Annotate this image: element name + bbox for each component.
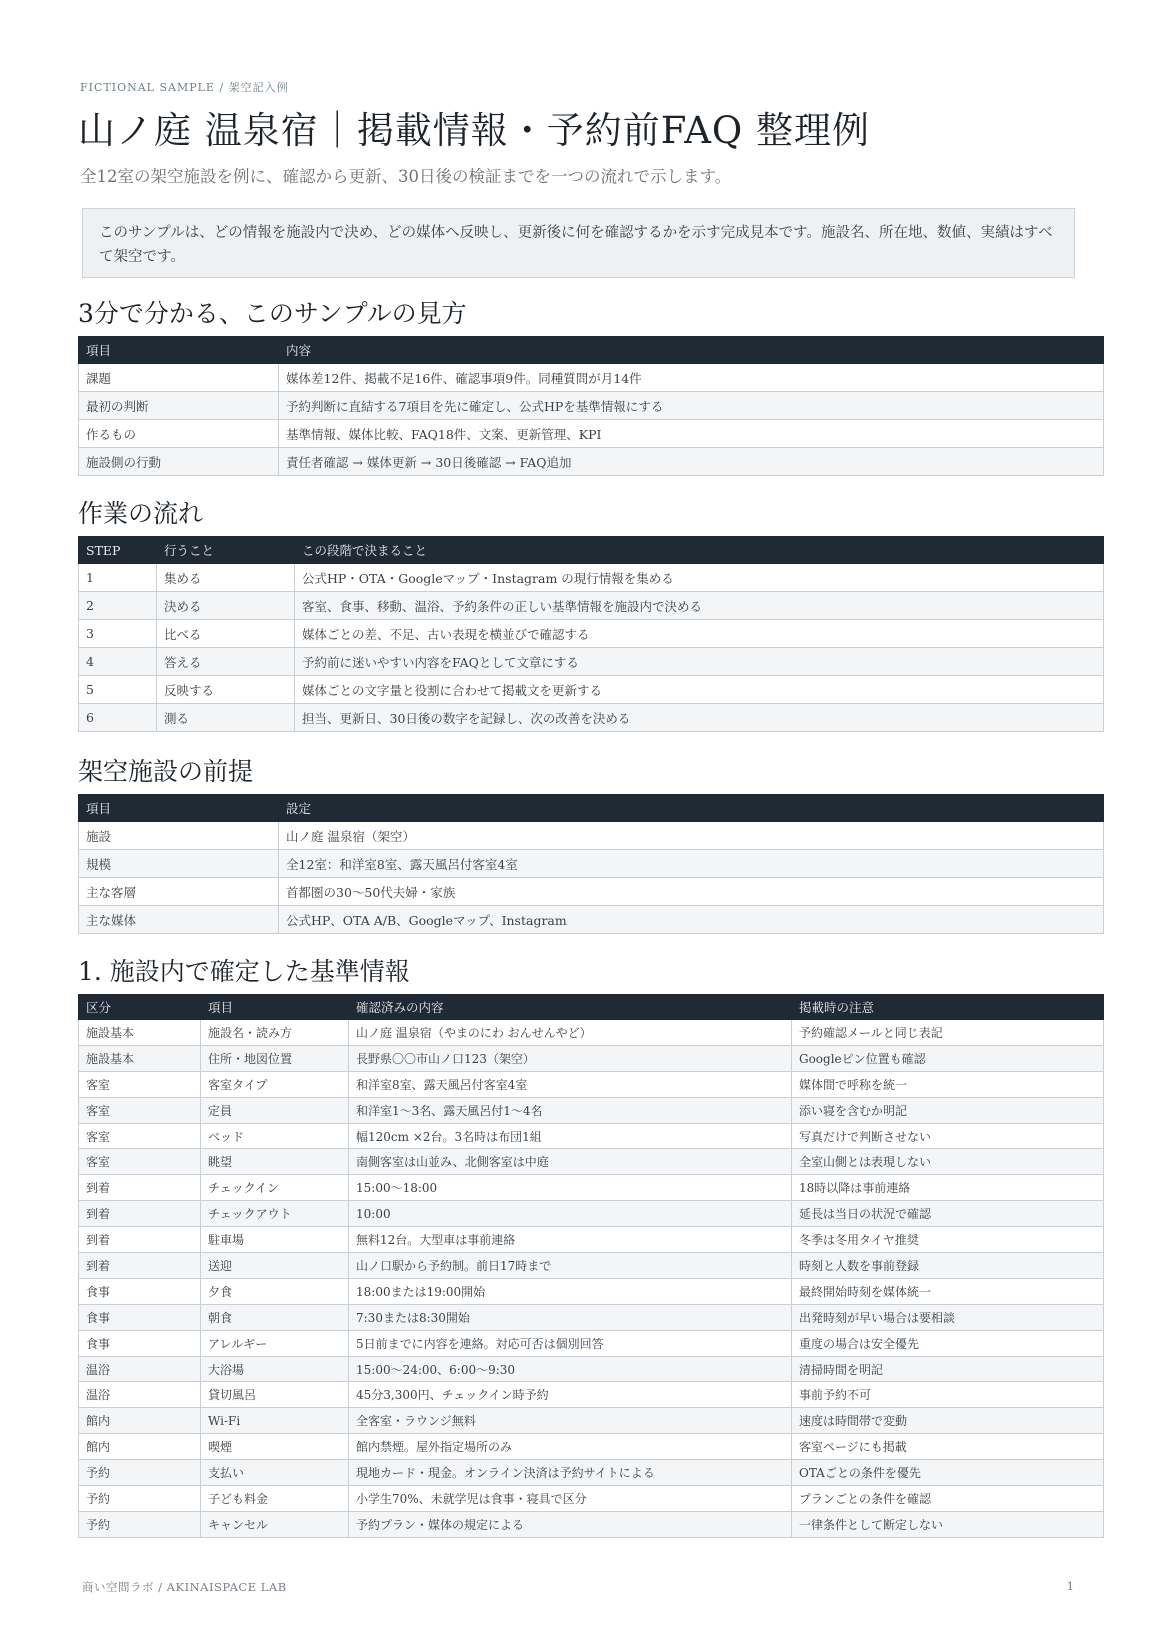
table-cell: 食事	[79, 1278, 201, 1304]
table-cell: 18:00または19:00開始	[349, 1278, 792, 1304]
table-cell: 媒体ごとの文字量と役割に合わせて掲載文を更新する	[295, 676, 1104, 704]
table-cell: 客室	[79, 1149, 201, 1175]
table-row	[79, 648, 1104, 676]
table-cell: 眺望	[201, 1149, 349, 1175]
table-cell: 媒体間で呼称を統一	[792, 1071, 1104, 1097]
table-header-row	[79, 537, 1104, 564]
table-cell: 食事	[79, 1304, 201, 1330]
table-cell: 予約プラン・媒体の規定による	[349, 1511, 792, 1537]
table-cell: 最終開始時刻を媒体統一	[792, 1278, 1104, 1304]
table-cell: 事前予約不可	[792, 1382, 1104, 1408]
base-info-table	[78, 994, 1104, 1538]
table-cell: 媒体差12件、掲載不足16件、確認事項9件。同種質問が月14件	[279, 364, 1104, 392]
table-cell: 館内禁煙。屋外指定場所のみ	[349, 1434, 792, 1460]
table-cell: 到着	[79, 1227, 201, 1253]
table-row	[79, 1382, 1104, 1408]
table-cell: 主な媒体	[79, 906, 279, 934]
table-cell: 山ノ庭 温泉宿（架空）	[279, 822, 1104, 850]
table-row	[79, 704, 1104, 732]
premise-table	[78, 794, 1104, 934]
table-cell: キャンセル	[201, 1511, 349, 1537]
table-cell: 速度は時間帯で変動	[792, 1408, 1104, 1434]
table-row	[79, 1045, 1104, 1071]
table-row	[79, 1097, 1104, 1123]
table-cell: Wi-Fi	[201, 1408, 349, 1434]
column-header: 項目	[79, 337, 279, 364]
footer-brand: 商い空間ラボ / AKINAISPACE LAB	[82, 1580, 287, 1594]
table-cell: チェックイン	[201, 1175, 349, 1201]
table-cell: 時刻と人数を事前登録	[792, 1253, 1104, 1279]
table-cell: 4	[79, 648, 157, 676]
table-cell: 幅120cm ×2台。3名時は布団1組	[349, 1123, 792, 1149]
table-cell: 冬季は冬用タイヤ推奨	[792, 1227, 1104, 1253]
table-cell: 南側客室は山並み、北側客室は中庭	[349, 1149, 792, 1175]
table-cell: 5日前までに内容を連絡。対応可否は個別回答	[349, 1330, 792, 1356]
table-cell: 客室	[79, 1123, 201, 1149]
table-cell: 全室山側とは表現しない	[792, 1149, 1104, 1175]
table-cell: 現地カード・現金。オンライン決済は予約サイトによる	[349, 1460, 792, 1486]
table-cell: 全客室・ラウンジ無料	[349, 1408, 792, 1434]
table-cell: 温浴	[79, 1356, 201, 1382]
table-cell: 館内	[79, 1408, 201, 1434]
table-cell: 客室、食事、移動、温浴、予約条件の正しい基準情報を施設内で決める	[295, 592, 1104, 620]
table-row	[79, 1253, 1104, 1279]
column-header: STEP	[79, 537, 157, 564]
table-row	[79, 592, 1104, 620]
table-cell: 予約前に迷いやすい内容をFAQとして文章にする	[295, 648, 1104, 676]
section-heading-overview: 3分で分かる、このサンプルの見方	[78, 299, 467, 328]
table-row	[79, 676, 1104, 704]
table-cell: 施設名・読み方	[201, 1020, 349, 1046]
column-header: 項目	[201, 995, 349, 1020]
column-header: 掲載時の注意	[792, 995, 1104, 1020]
table-row	[79, 620, 1104, 648]
column-header: 確認済みの内容	[349, 995, 792, 1020]
table-cell: 客室タイプ	[201, 1071, 349, 1097]
table-cell: 3	[79, 620, 157, 648]
column-header: 内容	[279, 337, 1104, 364]
table-cell: 全12室：和洋室8室、露天風呂付客室4室	[279, 850, 1104, 878]
table-cell: 客室	[79, 1097, 201, 1123]
table-cell: 一律条件として断定しない	[792, 1511, 1104, 1537]
table-cell: 反映する	[157, 676, 295, 704]
table-cell: 客室ページにも掲載	[792, 1434, 1104, 1460]
table-cell: 喫煙	[201, 1434, 349, 1460]
column-header: この段階で決まること	[295, 537, 1104, 564]
table-cell: 媒体ごとの差、不足、古い表現を横並びで確認する	[295, 620, 1104, 648]
table-row	[79, 564, 1104, 592]
table-cell: 温浴	[79, 1382, 201, 1408]
table-row	[79, 1511, 1104, 1537]
table-cell: 清掃時間を明記	[792, 1356, 1104, 1382]
table-row	[79, 1408, 1104, 1434]
table-cell: 1	[79, 564, 157, 592]
table-row	[79, 850, 1104, 878]
table-row	[79, 822, 1104, 850]
page-number: 1	[1066, 1579, 1074, 1593]
table-cell: 公式HP、OTA A/B、Googleマップ、Instagram	[279, 906, 1104, 934]
table-cell: 定員	[201, 1097, 349, 1123]
table-cell: 施設基本	[79, 1045, 201, 1071]
table-cell: 住所・地図位置	[201, 1045, 349, 1071]
table-cell: 館内	[79, 1434, 201, 1460]
section-heading-workflow: 作業の流れ	[78, 499, 204, 528]
table-cell: 基準情報、媒体比較、FAQ18件、文案、更新管理、KPI	[279, 420, 1104, 448]
table-row	[79, 878, 1104, 906]
table-cell: 無料12台。大型車は事前連絡	[349, 1227, 792, 1253]
table-cell: 延長は当日の状況で確認	[792, 1201, 1104, 1227]
column-header: 行うこと	[157, 537, 295, 564]
table-row	[79, 364, 1104, 392]
workflow-table	[78, 536, 1104, 732]
table-cell: 5	[79, 676, 157, 704]
table-row	[79, 1486, 1104, 1512]
column-header: 設定	[279, 795, 1104, 822]
table-row	[79, 1201, 1104, 1227]
column-header: 項目	[79, 795, 279, 822]
table-cell: 大浴場	[201, 1356, 349, 1382]
table-cell: 和洋室1〜3名、露天風呂付1〜4名	[349, 1097, 792, 1123]
table-cell: 夕食	[201, 1278, 349, 1304]
section-heading-premise: 架空施設の前提	[78, 757, 254, 786]
table-cell: 予約	[79, 1486, 201, 1512]
table-cell: Googleピン位置も確認	[792, 1045, 1104, 1071]
table-cell: 長野県〇〇市山ノ口123（架空）	[349, 1045, 792, 1071]
table-header-row	[79, 995, 1104, 1020]
table-cell: 朝食	[201, 1304, 349, 1330]
page-subtitle: 全12室の架空施設を例に、確認から更新、30日後の検証までを一つの流れで示します。	[80, 167, 732, 186]
table-cell: 添い寝を含むか明記	[792, 1097, 1104, 1123]
table-row	[79, 420, 1104, 448]
table-cell: チェックアウト	[201, 1201, 349, 1227]
table-cell: 山ノ口駅から予約制。前日17時まで	[349, 1253, 792, 1279]
table-cell: 2	[79, 592, 157, 620]
table-header-row	[79, 795, 1104, 822]
table-cell: 施設基本	[79, 1020, 201, 1046]
table-cell: 予約確認メールと同じ表記	[792, 1020, 1104, 1046]
table-cell: 主な客層	[79, 878, 279, 906]
table-cell: 食事	[79, 1330, 201, 1356]
table-cell: 集める	[157, 564, 295, 592]
table-cell: 測る	[157, 704, 295, 732]
table-row	[79, 392, 1104, 420]
table-cell: 和洋室8室、露天風呂付客室4室	[349, 1071, 792, 1097]
disclaimer-note: このサンプルは、どの情報を施設内で決め、どの媒体へ反映し、更新後に何を確認するかを示す完成見本です。施設名、所在地、数値、実績はすべて架空です。	[82, 208, 1075, 278]
column-header: 区分	[79, 995, 201, 1020]
table-row	[79, 1330, 1104, 1356]
table-row	[79, 1123, 1104, 1149]
table-row	[79, 1020, 1104, 1046]
overview-table	[78, 336, 1104, 476]
table-cell: ベッド	[201, 1123, 349, 1149]
table-cell: 支払い	[201, 1460, 349, 1486]
table-cell: 首都圏の30〜50代夫婦・家族	[279, 878, 1104, 906]
table-cell: 15:00〜18:00	[349, 1175, 792, 1201]
table-row	[79, 1356, 1104, 1382]
eyebrow-label: FICTIONAL SAMPLE / 架空記入例	[80, 81, 289, 94]
table-row	[79, 1434, 1104, 1460]
table-cell: 15:00〜24:00、6:00〜9:30	[349, 1356, 792, 1382]
table-cell: 出発時刻が早い場合は要相談	[792, 1304, 1104, 1330]
table-cell: 担当、更新日、30日後の数字を記録し、次の改善を決める	[295, 704, 1104, 732]
table-row	[79, 1460, 1104, 1486]
table-row	[79, 1175, 1104, 1201]
table-cell: 写真だけで判断させない	[792, 1123, 1104, 1149]
table-cell: 施設	[79, 822, 279, 850]
table-cell: 作るもの	[79, 420, 279, 448]
table-cell: 45分3,300円、チェックイン時予約	[349, 1382, 792, 1408]
table-cell: 予約	[79, 1511, 201, 1537]
table-cell: 6	[79, 704, 157, 732]
table-cell: 施設側の行動	[79, 448, 279, 476]
table-cell: 到着	[79, 1201, 201, 1227]
table-cell: 課題	[79, 364, 279, 392]
table-row	[79, 906, 1104, 934]
table-cell: 重度の場合は安全優先	[792, 1330, 1104, 1356]
table-cell: 予約	[79, 1460, 201, 1486]
table-cell: 10:00	[349, 1201, 792, 1227]
page-title: 山ノ庭 温泉宿｜掲載情報・予約前FAQ 整理例	[78, 109, 871, 152]
table-cell: 送迎	[201, 1253, 349, 1279]
table-cell: 最初の判断	[79, 392, 279, 420]
table-cell: 子ども料金	[201, 1486, 349, 1512]
section-heading-base-info: 1. 施設内で確定した基準情報	[78, 957, 410, 986]
table-row	[79, 1304, 1104, 1330]
table-cell: 山ノ庭 温泉宿（やまのにわ おんせんやど）	[349, 1020, 792, 1046]
table-row	[79, 1149, 1104, 1175]
table-row	[79, 1278, 1104, 1304]
table-cell: 予約判断に直結する7項目を先に確定し、公式HPを基準情報にする	[279, 392, 1104, 420]
table-cell: 貸切風呂	[201, 1382, 349, 1408]
table-cell: 小学生70%、未就学児は食事・寝具で区分	[349, 1486, 792, 1512]
table-cell: 公式HP・OTA・Googleマップ・Instagram の現行情報を集める	[295, 564, 1104, 592]
table-cell: 駐車場	[201, 1227, 349, 1253]
table-cell: 客室	[79, 1071, 201, 1097]
table-cell: プランごとの条件を確認	[792, 1486, 1104, 1512]
table-cell: 決める	[157, 592, 295, 620]
table-cell: 規模	[79, 850, 279, 878]
table-header-row	[79, 337, 1104, 364]
table-cell: OTAごとの条件を優先	[792, 1460, 1104, 1486]
table-cell: 到着	[79, 1253, 201, 1279]
table-row	[79, 1071, 1104, 1097]
table-cell: 比べる	[157, 620, 295, 648]
table-row	[79, 1227, 1104, 1253]
table-cell: アレルギー	[201, 1330, 349, 1356]
table-row	[79, 448, 1104, 476]
table-cell: 答える	[157, 648, 295, 676]
table-cell: 18時以降は事前連絡	[792, 1175, 1104, 1201]
table-cell: 7:30または8:30開始	[349, 1304, 792, 1330]
table-cell: 到着	[79, 1175, 201, 1201]
table-cell: 責任者確認 → 媒体更新 → 30日後確認 → FAQ追加	[279, 448, 1104, 476]
